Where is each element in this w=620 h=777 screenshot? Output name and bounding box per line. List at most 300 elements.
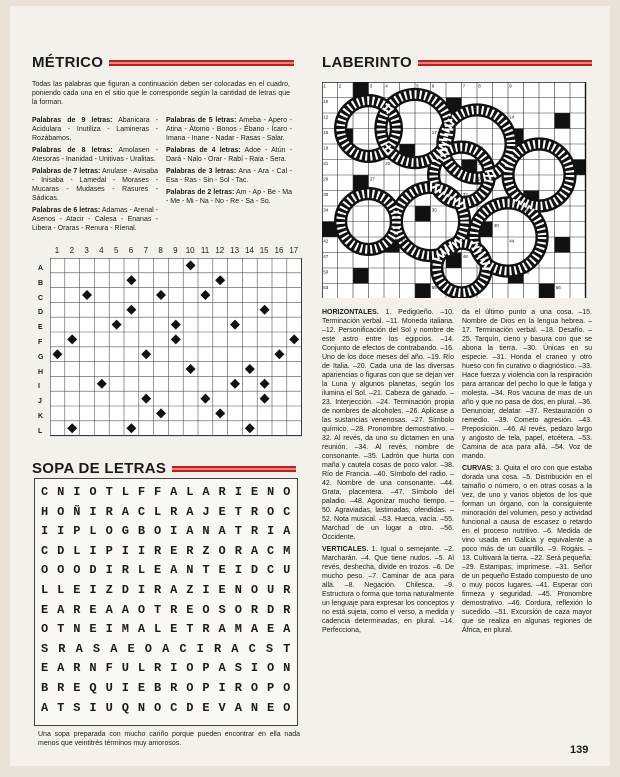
sopa-letter: A (75, 641, 84, 656)
sopa-row (41, 524, 291, 538)
sopa-letter: N (283, 661, 291, 676)
clue-number: 34 (323, 207, 329, 213)
sopa-letter: O (137, 602, 146, 617)
metrico-row-letters (38, 262, 48, 438)
sopa-letter: I (73, 485, 81, 499)
laberinto-clues-col1 (322, 308, 454, 638)
sopa-letter: N (89, 661, 98, 676)
clue-number: 3 (369, 83, 373, 89)
sopa-letter: A (57, 661, 65, 676)
laberinto-title-bar (418, 60, 592, 66)
word-group-label: Palabras de 2 letras: (166, 189, 235, 196)
clue-number: 23 (431, 161, 437, 166)
sopa-letter: A (283, 622, 291, 637)
word-group-label: Palabras de 5 letras: (166, 117, 237, 124)
sopa-letter: O (105, 524, 114, 539)
sopa-letter: O (186, 681, 194, 695)
clue-number: 28 (478, 176, 484, 182)
sopa-letter: P (266, 681, 275, 695)
sopa-letter: O (41, 563, 49, 578)
sopa-letter: N (137, 700, 146, 715)
laberinto-clues-col2 (462, 308, 592, 638)
laberinto-header (322, 54, 592, 71)
column-number: 11 (200, 246, 210, 255)
metrico-column-numbers (54, 246, 304, 256)
sopa-letter: Ñ (73, 504, 81, 519)
sopa-letter: F (105, 661, 114, 676)
curvas-clues (462, 464, 592, 635)
sopa-letter: L (186, 485, 194, 499)
sopa-letter: O (89, 485, 98, 499)
sopa-letter: I (234, 485, 243, 499)
sopa-letter: Q (89, 681, 98, 695)
sopa-letter: R (283, 602, 291, 617)
black-cell (539, 284, 555, 299)
sopa-row (41, 642, 291, 656)
sopa-letter: A (202, 485, 211, 499)
sopa-letter: D (89, 563, 98, 578)
sopa-letter: I (137, 583, 146, 597)
sopa-row (41, 603, 291, 617)
sopa-letter: F (153, 485, 162, 499)
sopa-letter: O (153, 700, 162, 715)
sopa-header (32, 460, 296, 477)
clue-number: 27 (369, 176, 375, 182)
sopa-letter: M (234, 622, 243, 637)
clue-number: 55 (431, 285, 437, 290)
column-number: 9 (173, 246, 178, 255)
sopa-letter: R (153, 583, 162, 597)
sopa-letter: I (105, 622, 114, 637)
sopa-letter: E (266, 622, 275, 637)
sopa-letter: E (218, 563, 227, 578)
black-cell (555, 113, 571, 129)
sopa-letter: T (57, 700, 65, 715)
word-group (32, 116, 158, 143)
sopa-letter: I (250, 661, 259, 676)
laberinto-title: LABERINTO (322, 54, 412, 71)
sopa-letter: A (105, 602, 114, 617)
sopa-letter: R (170, 681, 178, 695)
clue-number: 22 (385, 161, 391, 166)
row-letter: E (38, 324, 43, 332)
sopa-letter-grid (34, 478, 298, 726)
sopa-letter: I (266, 524, 275, 539)
sopa-letter: N (73, 622, 81, 637)
sopa-letter: I (234, 563, 243, 578)
word-group (166, 116, 292, 143)
word-group (166, 188, 292, 206)
row-letter: D (38, 309, 44, 317)
clue-number: 7 (462, 83, 466, 89)
verticales-clues (322, 545, 454, 635)
sopa-letter: I (57, 524, 65, 539)
metrico-intro: Todas las palabras que figuran a continuación deben ser colocadas en el cuadro, poniendo cada una en el sitio que le corresponde según la cantidad de letras que la forman. (32, 81, 290, 106)
row-letter: C (38, 294, 44, 302)
sopa-letter: M (283, 543, 291, 558)
sopa-letter: O (41, 622, 49, 637)
black-cell (353, 268, 369, 284)
sopa-letter: I (202, 583, 211, 597)
sopa-letter: O (250, 583, 259, 597)
sopa-letter: E (127, 641, 136, 656)
sopa-row (41, 505, 291, 519)
sopa-letter: T (234, 524, 243, 539)
sopa-letter: I (170, 524, 178, 539)
row-letter: L (38, 427, 43, 435)
horizontales-label: HORIZONTALES. (322, 309, 379, 316)
sopa-letter: R (73, 661, 81, 676)
clue-number: 9 (509, 83, 512, 89)
sopa-letter: R (250, 504, 259, 519)
column-number: 4 (99, 246, 104, 255)
sopa-letter: O (283, 700, 291, 715)
clue-number: 24 (478, 161, 484, 166)
metrico-header (32, 54, 294, 71)
sopa-letter: C (266, 563, 275, 578)
horizontales-clues (322, 308, 454, 542)
sopa-letter: A (121, 602, 130, 617)
sopa-letter: D (57, 543, 65, 558)
clue-number: 56 (555, 285, 561, 290)
sopa-letter: V (218, 700, 227, 715)
sopa-letter: A (110, 641, 118, 656)
column-number: 17 (289, 246, 299, 255)
curvas-label: CURVAS: (462, 465, 494, 472)
sopa-letter: B (41, 681, 49, 695)
sopa-letter: U (266, 583, 275, 597)
clue-number: 38 (338, 223, 344, 228)
page-number: 139 (570, 744, 589, 756)
column-number: 12 (215, 246, 225, 255)
sopa-letter: E (266, 700, 275, 715)
sopa-letter: I (89, 700, 98, 715)
sopa-letter: E (218, 504, 227, 519)
clue-number: 35 (431, 207, 437, 213)
sopa-letter: I (170, 661, 178, 676)
sopa-letter: O (186, 661, 194, 676)
clue-number: 12 (323, 114, 329, 120)
sopa-letter: A (234, 700, 243, 715)
sopa-letter: C (41, 485, 49, 499)
metrico-title: MÉTRICO (32, 54, 104, 71)
sopa-letter: R (234, 543, 243, 558)
sopa-letter: N (234, 583, 243, 597)
sopa-letter: E (73, 583, 81, 597)
clue-number: 50 (323, 269, 329, 275)
sopa-letter: R (234, 681, 243, 695)
clue-number: 30 (323, 192, 329, 197)
sopa-letter: O (218, 543, 227, 558)
metrico-word-list-left (32, 116, 158, 236)
horizontales-cont: da el último punto a una cosa. –15. Nombre de Dios en la lengua hebrea. –17. Terminación verbal. –18. Desafío. –25. Tarquín, cieno y basura con que se abona la tierra. –30. Únicas en su especie. –31. Honda el craneo y otro hueso con fin curativo o diagnóstico. –33. Hace fuerza y violencia con la respiración para arrancar del pecho lo que le fatiga y molesta. –34. Ros vacuna de mas de un año y que no pasa de dos, en plural. –36. Denunciar, delatar. –37. Restauración o remedio. –39. Cometo agresión. –43. Preposición. –46. Al revés, pedazo largo y angosto de tela, papel, etcétera. –53. Camina de aca para allá. –54. Voz de mando. (462, 309, 592, 460)
sopa-letter: O (266, 661, 275, 676)
sopa-letter: A (218, 622, 227, 637)
word-group-label: Palabras de 8 letras: (32, 147, 113, 154)
sopa-letter: I (89, 504, 98, 519)
sopa-caption: Una sopa preparada con mucho cariño porque pueden encontrar en ella nada menos que veintitrés términos muy amorosos. (38, 731, 300, 747)
sopa-letter: O (144, 641, 153, 656)
column-number: 16 (274, 246, 284, 255)
metrico-word-list-right (166, 116, 292, 209)
column-number: 6 (128, 246, 134, 255)
sopa-letter: A (41, 700, 49, 715)
word-group-label: Palabras de 6 letras: (32, 207, 101, 214)
sopa-letter: A (283, 524, 291, 539)
column-number: 5 (113, 246, 119, 255)
sopa-letter: P (105, 543, 114, 558)
sopa-letter: E (170, 622, 178, 637)
black-cell (415, 284, 431, 299)
laberinto-grid (322, 82, 588, 298)
sopa-letter: E (250, 485, 259, 499)
word-group-words: Amolasen - Atesoras - Inanidad - Unitivas - Uralitas. (32, 147, 158, 163)
sopa-letter: A (218, 524, 227, 539)
sopa-row (41, 681, 291, 695)
clue-number: 42 (323, 238, 329, 244)
row-letter: F (38, 339, 43, 346)
verticales-label: VERTICALES. (322, 546, 369, 553)
sopa-letter: I (121, 543, 130, 558)
column-number: 8 (158, 246, 163, 255)
sopa-letter: O (202, 602, 211, 617)
column-number: 15 (259, 246, 269, 255)
sopa-letter: R (58, 641, 66, 656)
sopa-title: SOPA DE LETRAS (32, 460, 167, 477)
row-letter: G (38, 353, 44, 361)
sopa-letter: C (137, 504, 146, 519)
sopa-letter: E (73, 681, 81, 695)
sopa-letter: T (57, 622, 65, 637)
black-cell (555, 237, 571, 253)
sopa-letter: R (73, 602, 81, 617)
sopa-letter: E (202, 700, 211, 715)
sopa-letter: N (266, 485, 275, 499)
sopa-letter: R (105, 504, 114, 519)
sopa-letter: C (248, 641, 257, 656)
clue-number: 40 (493, 223, 499, 228)
sopa-letter: I (41, 524, 49, 539)
sopa-letter: A (218, 661, 227, 676)
column-number: 13 (230, 246, 240, 255)
sopa-letter: R (153, 543, 162, 558)
sopa-letter: A (121, 504, 130, 519)
sopa-letter: B (153, 681, 162, 695)
sopa-letter: S (92, 641, 101, 656)
sopa-letter: U (121, 661, 130, 676)
sopa-letter: E (170, 543, 178, 558)
sopa-letter: R (218, 485, 227, 499)
clue-number: 52 (524, 269, 530, 275)
sopa-letter: S (234, 661, 243, 676)
sopa-letter: R (202, 622, 211, 637)
sopa-letter: A (170, 563, 178, 578)
column-number: 2 (69, 246, 75, 255)
sopa-letter: A (250, 543, 259, 558)
sopa-letter: O (283, 681, 291, 695)
clue-number: 48 (462, 254, 468, 259)
clue-number: 21 (323, 161, 329, 166)
sopa-letter: A (231, 641, 239, 656)
row-letter: K (38, 413, 44, 420)
sopa-letter: T (202, 563, 211, 578)
word-group-words: Adoe - Atún - Dará - Nalo - Orar - Rabí - Raia - Sera. (166, 147, 292, 163)
word-group (32, 206, 158, 233)
sopa-letter: L (121, 485, 130, 499)
sopa-letter: R (186, 543, 194, 558)
row-letter: A (38, 265, 44, 272)
sopa-letter: H (41, 504, 49, 519)
clue-number: 6 (431, 83, 435, 89)
sopa-letter: L (153, 504, 162, 519)
sopa-letter: O (234, 602, 243, 617)
sopa-letter: T (234, 504, 243, 519)
verticales-text: 1. Igual o semejante. –2. Marcharán. –4. Que tiene nudos. –5. Al revés, deshecha, divide en trozos. –6. De mucho peso. –7. Caminar de aca para allá. –8. Negación. Chilesca. –9. Estructura o forma que toma naturalmente un lenguaje para expresar los conceptos y no está sujeta, como el verso, a medida y cadencia determinadas, en plural. –14. Perfecciona, (322, 546, 454, 634)
black-cell (415, 206, 431, 222)
clue-number: 26 (323, 176, 329, 182)
clue-number: 2 (338, 83, 342, 89)
sopa-letter: M (121, 622, 130, 637)
sopa-letter: A (170, 583, 178, 597)
sopa-letter: O (73, 563, 81, 578)
word-group (166, 146, 292, 164)
sopa-letter: E (186, 602, 194, 617)
clue-number: 31 (416, 192, 422, 197)
clue-number: 5 (416, 83, 419, 89)
sopa-letter: P (73, 524, 81, 539)
sopa-letter: Q (121, 700, 130, 715)
clue-number: 20 (478, 145, 484, 151)
sopa-letter: R (153, 661, 162, 676)
sopa-letter: R (121, 563, 130, 578)
magazine-page (10, 6, 610, 766)
clue-number: 13 (447, 114, 453, 120)
column-number: 14 (244, 246, 254, 255)
curvas-text: 3. Quita el oro con que estaba dorada una cosa. –5. Distribución en el tamaño o número, o en otras cosas a la vez, de uno y varios objetos de los que forman un órgano, con la consiguiente minoración del volumen, peso y actividad funcional a causa de escasez o retardo en el proceso nutritivo. –6. Medida de vino usada en Galicia y equivalente a poco más de un cuartillo. –9. Rogáis. –13. Cultivará la tierra. –22. Será pequeña. –29. Estampas; imprimese. –31. Señor de un pequeño Estado compuesto de uno o muy pocos lugares. –41. Esperar con firmeza y seguridad. –45. Pronombre demostrativo. –46. Cordura, reflexión lo sucedido. –51. Excursión de caza mayor que se realiza en algunas regiones de África, en plural. (462, 465, 592, 634)
word-group-label: Palabras de 7 letras: (32, 168, 101, 175)
sopa-letter: O (283, 485, 291, 499)
sopa-letter: A (186, 524, 194, 539)
row-letter: I (38, 383, 40, 391)
word-group-words: Am - Ap - Be - Ma - Me - Mi - Na - No - Re - Sa - So. (166, 189, 292, 205)
sopa-letter: L (41, 583, 49, 597)
clue-number: 43 (400, 238, 406, 244)
metrico-title-bar (109, 60, 294, 66)
sopa-letter: I (89, 583, 98, 597)
clue-number: 14 (509, 114, 515, 120)
sopa-letter: L (89, 524, 98, 539)
sopa-letter: A (57, 602, 65, 617)
clue-number: 4 (385, 83, 388, 89)
sopa-letter: T (105, 485, 114, 499)
word-group-words: Ana - Ara - Cal - Esa - Ras - Sin - Sol - Tac. (166, 168, 293, 184)
sopa-letter: E (89, 622, 98, 637)
sopa-letter: C (283, 504, 291, 519)
clue-number: 1 (323, 83, 326, 89)
sopa-letter: U (105, 700, 114, 715)
word-group-words: Adamas - Arenal - Asenos - Atacir - Calesa - Enanas - Libera - Oraras - Renura - Ríenal. (32, 207, 158, 232)
sopa-letter: E (218, 583, 227, 597)
sopa-letter: E (137, 681, 146, 695)
sopa-row (41, 485, 291, 499)
sopa-letter: E (41, 661, 49, 676)
sopa-letter: B (137, 524, 146, 539)
clue-number: 44 (509, 238, 515, 244)
word-group (32, 167, 158, 203)
sopa-letter: L (57, 583, 65, 597)
sopa-letter: F (137, 485, 146, 499)
sopa-letter: L (137, 563, 146, 578)
sopa-letter: Z (202, 543, 211, 558)
word-group (32, 146, 158, 164)
sopa-row (41, 622, 291, 636)
sopa-letter: U (105, 681, 114, 695)
sopa-letter: Z (105, 583, 114, 597)
sopa-row (41, 544, 291, 558)
clue-number: 19 (323, 145, 329, 151)
sopa-letter: S (41, 641, 49, 656)
column-number: 10 (185, 246, 195, 255)
sopa-letter: A (250, 622, 259, 637)
sopa-letter: L (137, 661, 146, 676)
word-group-label: Palabras de 3 letras: (166, 168, 237, 175)
sopa-letter: U (283, 563, 291, 578)
sopa-letter: N (57, 485, 65, 499)
sopa-letter: I (218, 681, 227, 695)
sopa-letter: R (213, 641, 222, 656)
sopa-row (41, 583, 291, 597)
word-group-words: Anulase - Avisaba - Inisaba - Lamedal - Morases - Mucaras - Mudases - Rasures - Sádicas. (32, 168, 158, 202)
sopa-row (41, 661, 291, 675)
row-letter: H (38, 368, 44, 376)
sopa-letter: A (162, 641, 170, 656)
sopa-letter: I (105, 563, 114, 578)
sopa-letter: Z (186, 583, 194, 597)
sopa-letter: C (41, 543, 49, 558)
row-letter: J (38, 398, 42, 406)
column-number: 3 (84, 246, 89, 255)
sopa-letter: C (179, 641, 188, 656)
clue-number: 36 (524, 207, 530, 213)
sopa-letter: J (202, 504, 211, 519)
sopa-letter: C (170, 700, 178, 715)
sopa-letter: D (121, 583, 130, 597)
sopa-letter: A (170, 485, 178, 499)
sopa-letter: E (89, 602, 98, 617)
clue-number: 53 (323, 285, 329, 290)
sopa-letter: I (89, 543, 98, 558)
word-group-words: Abanicara - Acidulara - Inutiliza - Lamineras - Rozábamos. (32, 117, 158, 142)
word-group-label: Palabras de 4 letras: (166, 147, 241, 154)
sopa-letter: I (137, 543, 146, 558)
sopa-letter: P (202, 681, 211, 695)
sopa-letter: R (170, 602, 178, 617)
sopa-letter: D (266, 602, 275, 617)
sopa-letter: L (73, 543, 81, 558)
metrico-grid (50, 258, 302, 438)
sopa-letter: R (57, 681, 65, 695)
sopa-letter: I (121, 681, 130, 695)
clue-number: 16 (323, 130, 329, 135)
sopa-letter: N (250, 700, 259, 715)
sopa-letter: G (121, 524, 130, 539)
sopa-letter: I (196, 641, 205, 656)
sopa-letter: R (170, 504, 178, 519)
sopa-row (41, 563, 291, 577)
sopa-letter: O (266, 504, 275, 519)
sopa-letter: S (218, 602, 227, 617)
sopa-letter: L (153, 622, 162, 637)
